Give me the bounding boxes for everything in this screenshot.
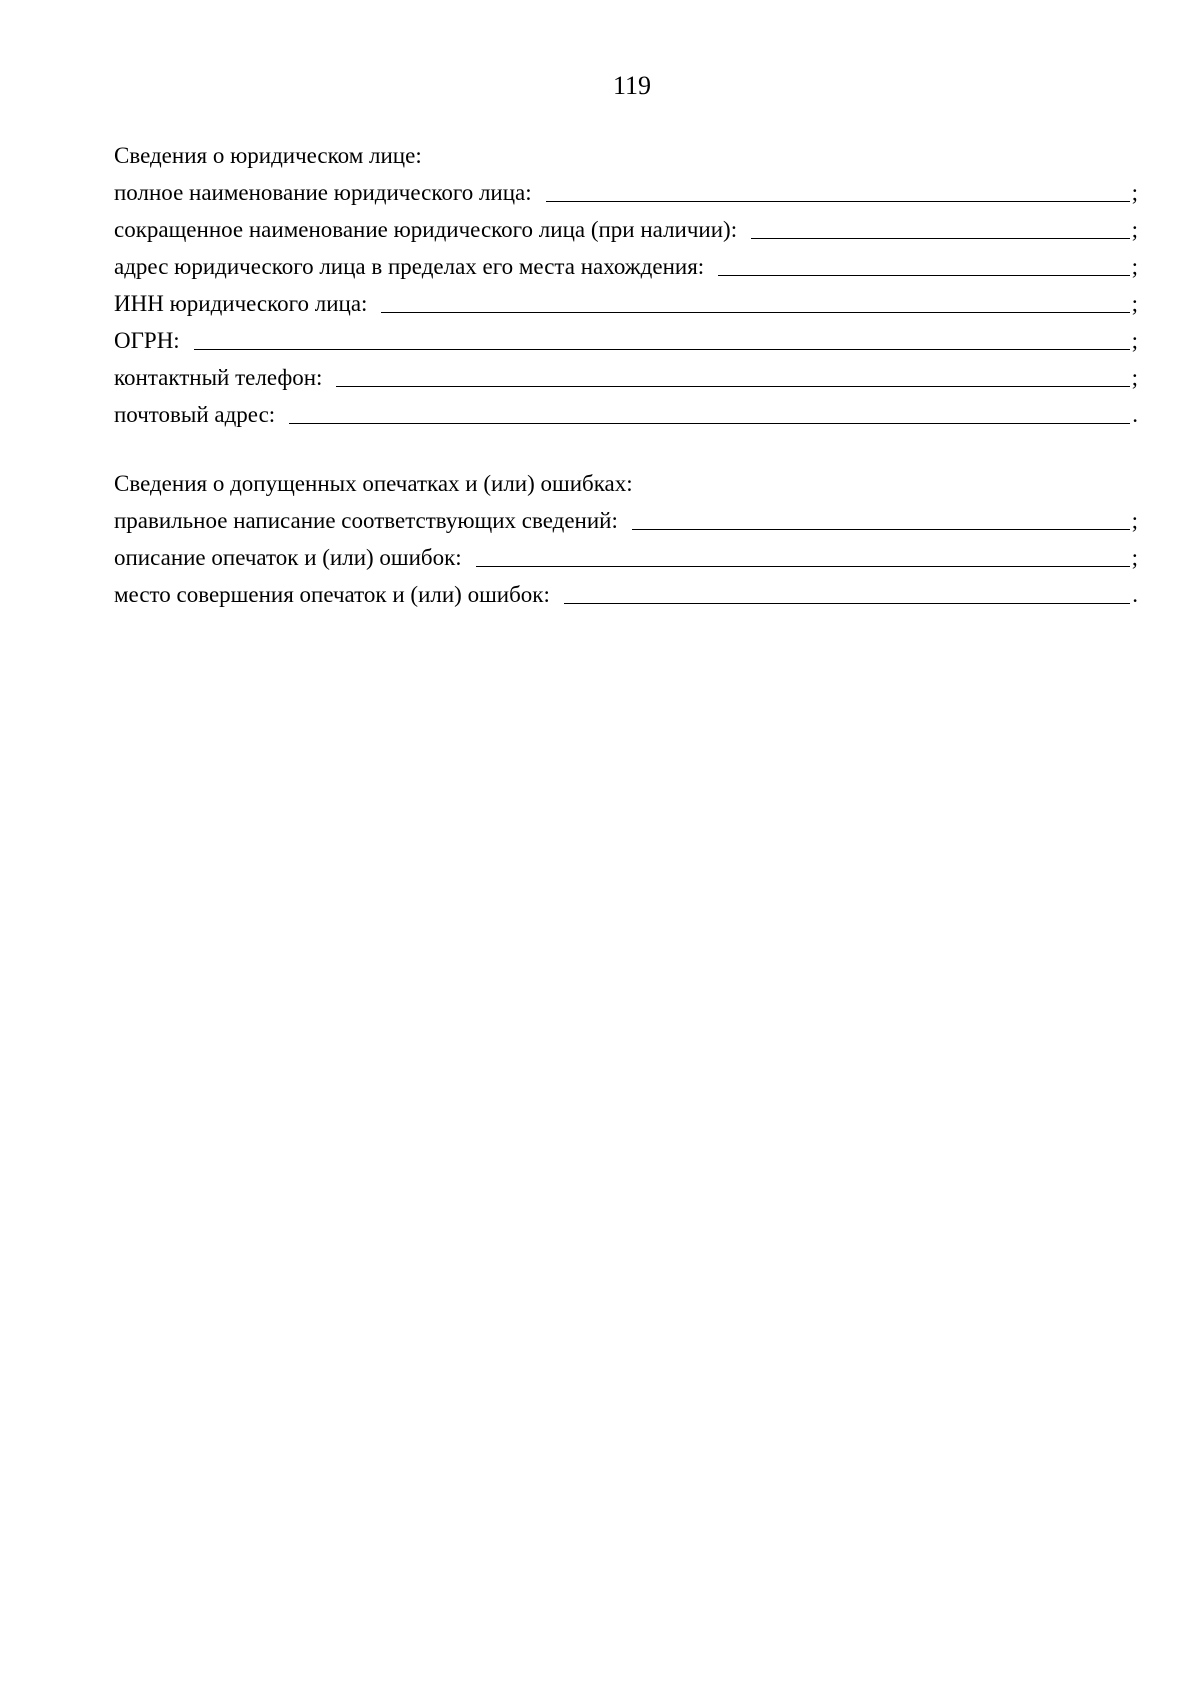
line-end-punctuation: .	[1132, 402, 1138, 427]
line-end-punctuation: .	[1132, 582, 1138, 607]
line-end-punctuation: ;	[1131, 545, 1138, 570]
full-name-blank[interactable]	[546, 179, 1130, 202]
field-label: полное наименование юридического лица:	[114, 180, 532, 205]
legal-entity-section	[114, 137, 1138, 433]
correct-spelling-blank[interactable]	[632, 507, 1130, 530]
phone-blank[interactable]	[336, 364, 1129, 387]
line-end-punctuation: ;	[1131, 328, 1138, 353]
page-number: 119	[612, 71, 652, 100]
field-label: правильное написание соответствующих сведений:	[114, 508, 618, 533]
legal-entity-heading: Сведения о юридическом лице:	[114, 143, 422, 168]
field-label: почтовый адрес:	[114, 402, 276, 427]
field-label: ИНН юридического лица:	[114, 291, 368, 316]
ogrn-blank[interactable]	[194, 327, 1130, 350]
form-line-ogrn	[114, 322, 1138, 359]
form-line-full-name	[114, 174, 1138, 211]
section-heading	[114, 137, 1138, 174]
short-name-blank[interactable]	[751, 216, 1130, 239]
form-line-correct-spelling	[114, 502, 1138, 539]
errors-section	[114, 465, 1138, 613]
address-blank[interactable]	[718, 253, 1129, 276]
form-line-short-name	[114, 211, 1138, 248]
form-line-inn	[114, 285, 1138, 322]
line-end-punctuation: ;	[1131, 291, 1138, 316]
line-end-punctuation: ;	[1131, 180, 1138, 205]
inn-blank[interactable]	[381, 290, 1129, 313]
field-label: ОГРН:	[114, 328, 180, 353]
form-line-phone	[114, 359, 1138, 396]
error-location-blank[interactable]	[564, 581, 1130, 604]
form-line-error-location	[114, 576, 1138, 613]
form-line-address	[114, 248, 1138, 285]
postal-address-blank[interactable]	[289, 401, 1130, 424]
field-label: место совершения опечаток и (или) ошибок:	[114, 582, 550, 607]
section-heading	[114, 465, 1138, 502]
field-label: описание опечаток и (или) ошибок:	[114, 545, 462, 570]
form-line-postal-address	[114, 396, 1138, 433]
form-line-error-description	[114, 539, 1138, 576]
line-end-punctuation: ;	[1131, 508, 1138, 533]
errors-heading: Сведения о допущенных опечатках и (или) ошибках:	[114, 471, 633, 496]
field-label: сокращенное наименование юридического лица (при наличии):	[114, 217, 738, 242]
line-end-punctuation: ;	[1131, 254, 1138, 279]
field-label: контактный телефон:	[114, 365, 323, 390]
error-description-blank[interactable]	[476, 544, 1130, 567]
line-end-punctuation: ;	[1131, 365, 1138, 390]
line-end-punctuation: ;	[1131, 217, 1138, 242]
field-label: адрес юридического лица в пределах его места нахождения:	[114, 254, 705, 279]
